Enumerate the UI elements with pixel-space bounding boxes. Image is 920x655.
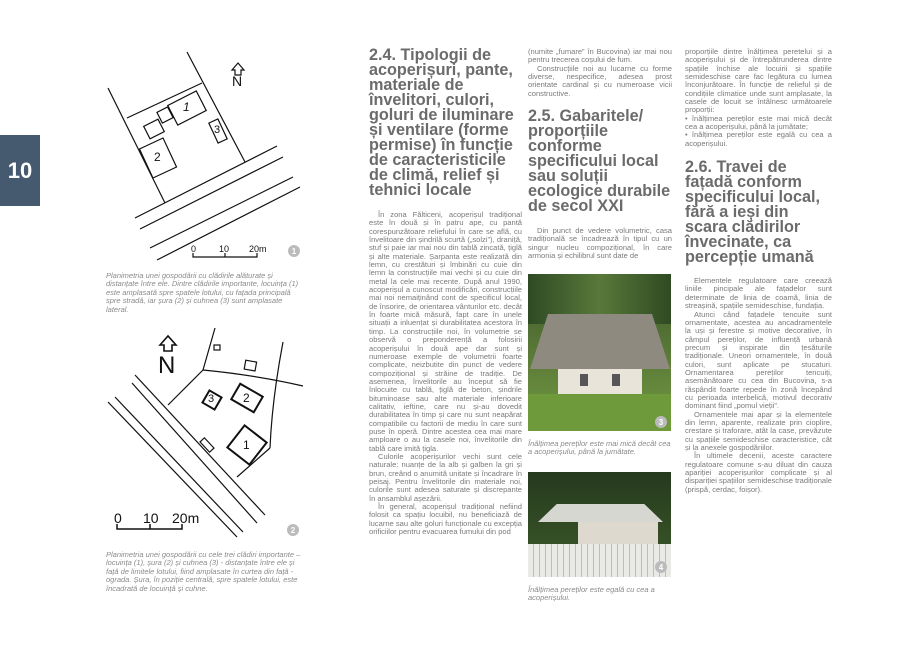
figure-badge: 4 bbox=[655, 561, 667, 573]
paragraph: proporțiile dintre înălțimea peretelui și a acoperișului și de întrepătrunderea dintre spațiile închise ale locuirii și spațiile semideschise care fac legătura cu lumea înconjurătoare. În funcție de relieful și de condițiile climatice unde sunt amplasate, la casele de locuit se întâlnesc următoarele proporții: bbox=[685, 47, 832, 115]
column-2 bbox=[528, 48, 672, 260]
gate bbox=[200, 438, 214, 452]
paragraph: Din punct de vedere volumetric, casa tradițională se încadrează în tipul cu un singur nucleu compozițional, în care armonia și echilibrul sunt date de bbox=[528, 226, 672, 261]
building-2-label: 2 bbox=[154, 150, 161, 164]
figure-4-caption: Înălțimea pereților este egală cu cea a acoperișului. bbox=[528, 585, 655, 603]
building-2b-label: 2 bbox=[243, 391, 250, 405]
figure-badge: 2 bbox=[287, 524, 299, 536]
paragraph: Elementele regulatoare care creează liniile pincipale ale fațadelor sunt determinate de linia de coamă, linia de streașină, spațiile semideschise, fundația. bbox=[685, 276, 832, 311]
figure-badge: 3 bbox=[655, 416, 667, 428]
paragraph: Construcțiile noi au lucarne cu forme diverse, nespecifice, adesea prost orientate cardinal și cu numeroase vicii constructive. bbox=[528, 63, 672, 98]
section-2-5-title: 2.5. Gabaritele/ proporțiile conforme specificului local sau soluții ecologice durabile de secol XXI bbox=[528, 107, 671, 216]
figure-2-caption: Planimetria unei gospodării cu cele trei clădiri importante – locuința (1), șura (2) și cuhnea (3) - distanțate între ele și față de limitele lotului, fiind amplasate în curtea din față - ograda. Șura, în poziție centrală, spre spatele lotului, este încadrată de locuință și cuhne. bbox=[106, 550, 301, 593]
paragraph: În zona Fălticeni, acoperișul tradițional este în două și în patru ape, cu pantă corespunzătoare reliefului în care se află, cu învelitoare din șindrilă scurtă („solzi”), draniță, stuf și paie iar mai nou din tablă zincată, țiglă și alte materiale. Șarpanta este realizată din lemn, cu crestături și îmbinări cu cuie din lemn la construcțiile mai vechi și cu cuie din metal la cele mai recente. După anul 1990, acoperișul a cunoscut modificări, construcțiile mai noi nemaiținând cont de specificul local, de însorire, de orientarea vânturilor etc. decât în foarte mică măsură, fapt care în unele situații a inluențat și durabilitatea acestora în timp. La construcțiile noi, în volumetrie se observă o preponderență a folosirii acoperișului în două ape dar sunt și numeroase exemple de volumetrii foarte complicate, neizbutite din punct de vedere compozițional și străine de tradiție. De asemenea, învelitorile au început să fie înlocuite cu tablă, țiglă de beton, șindrile bituminoase sau alte materiale inferioare calitativ, ieftine, care nu și-au dovedit durabilitatea în timp și care nu sunt neapărat compatibile cu factorii de mediu în care sunt puse în operă. Dintre acestea cea mai mare amploare o au la casele noi, învelitorile din tablă care imită țigla. bbox=[369, 210, 522, 453]
section-2-6-title: 2.6. Travei de fațadă conform specificului local, fără a ieși din scara clădirilor învecinate, ca percepție umană bbox=[685, 158, 820, 267]
column-3 bbox=[685, 48, 832, 494]
column-1 bbox=[369, 48, 522, 536]
scale-label: 10 bbox=[219, 244, 230, 254]
figure-badge: 1 bbox=[288, 245, 300, 257]
bullet-item: • înălțimea pereților este mai mică decât cea a acoperișului, până la jumătate; bbox=[685, 113, 832, 132]
building-3-label: 3 bbox=[214, 124, 221, 136]
scale-label: 20m bbox=[172, 510, 200, 526]
figure-3-caption: Înălțimea pereților este mai mică decât cea a acoperișului, până la jumătate. bbox=[528, 439, 671, 457]
figure-1-caption: Planimetria unei gospodării cu clădirile alăturate și distanțate între ele. Dintre clădirile importante, locuința (1) este amplasată spre spatele lotului, cu fațada principală spre stradă, iar șura (2) și cuhnea (3) sunt amplasate lateral. bbox=[106, 271, 299, 314]
photo-house-with-fence bbox=[528, 472, 671, 577]
north-arrow-icon-2 bbox=[160, 336, 176, 351]
section-2-4-title: 2.4. Tipologii de acoperișuri, pante, materiale de învelitori, culori, goluri de iluminare și ventilare (forme permise) în funcție de caracteristicile de climă, relief și tehnici locale bbox=[369, 46, 514, 199]
paragraph: În ultimele decenii, aceste caractere regulatoare comune s-au diluat din cauza apariției acoperișurilor complicate și al dispariției spațiilor semideschise tradiționale (prispă, cerdac, foișor). bbox=[685, 451, 832, 494]
paragraph: Culorile acoperișurilor vechi sunt cele naturale: nuanțe de la alb și galben la gri și brun, creând o anumită unitate și încadrare în peisaj. Pentru învelitorile din materiale noi, culorile sunt adesea saturate și discrepante în ansamblul așezării. bbox=[369, 451, 522, 503]
lot-boundaries bbox=[108, 52, 245, 203]
north-label-2: N bbox=[158, 352, 176, 379]
scale-label: 0 bbox=[114, 510, 122, 526]
paragraph: Ornamentele mai apar și la elementele din lemn, aparente, realizate prin cioplire, crestare și traforare, atât la case, prevăzute cu spațiile semideschise caracteristice, cât și la anexele gospodăriilor. bbox=[685, 409, 832, 452]
north-label: N bbox=[232, 73, 243, 89]
small-shed-2 bbox=[244, 360, 256, 371]
building-1-label: 1 bbox=[183, 100, 190, 114]
photo-traditional-house bbox=[528, 274, 671, 431]
page-number: 10 bbox=[7, 157, 33, 183]
bullet-item: • înălțimea pereților este egală cu cea a acoperișului. bbox=[685, 130, 832, 148]
scale-label: 0 bbox=[191, 244, 197, 254]
scale-label: 10 bbox=[143, 510, 159, 526]
building-3b-label: 3 bbox=[208, 393, 215, 405]
paragraph: În general, acoperișul tradițional nefiind folosit ca spațiu locuibil, nu beneficiază de lucarne sau alte goluri funcționale cu excepția orificiilor pentru evacuarea fumului din pod bbox=[369, 502, 522, 537]
building-1b-label: 1 bbox=[243, 438, 250, 452]
paragraph: (numite „fumare” în Bucovina) iar mai nou pentru trecerea coșului de fum. bbox=[528, 47, 672, 65]
small-shed bbox=[214, 345, 220, 350]
paragraph: Atunci când fațadele tencuite sunt ornamentate, acestea au ancadramentele la uși și ferestre și motive decorative, în câmpul pereților, de influență urbană precum și inspirate din țesăturile tradiționale. Uneori ornamentele, în două culori, sunt aplicate pe stucaturi. Ornamentarea pereților tencuiți, asemănătoare cu cea din Bucovina, s-a răspândit foarte repede în zonă începând cu perioada interbelică, motivul decorativ dominant fiind „pomul vieții”. bbox=[685, 309, 832, 411]
scale-label: 20m bbox=[249, 244, 267, 254]
